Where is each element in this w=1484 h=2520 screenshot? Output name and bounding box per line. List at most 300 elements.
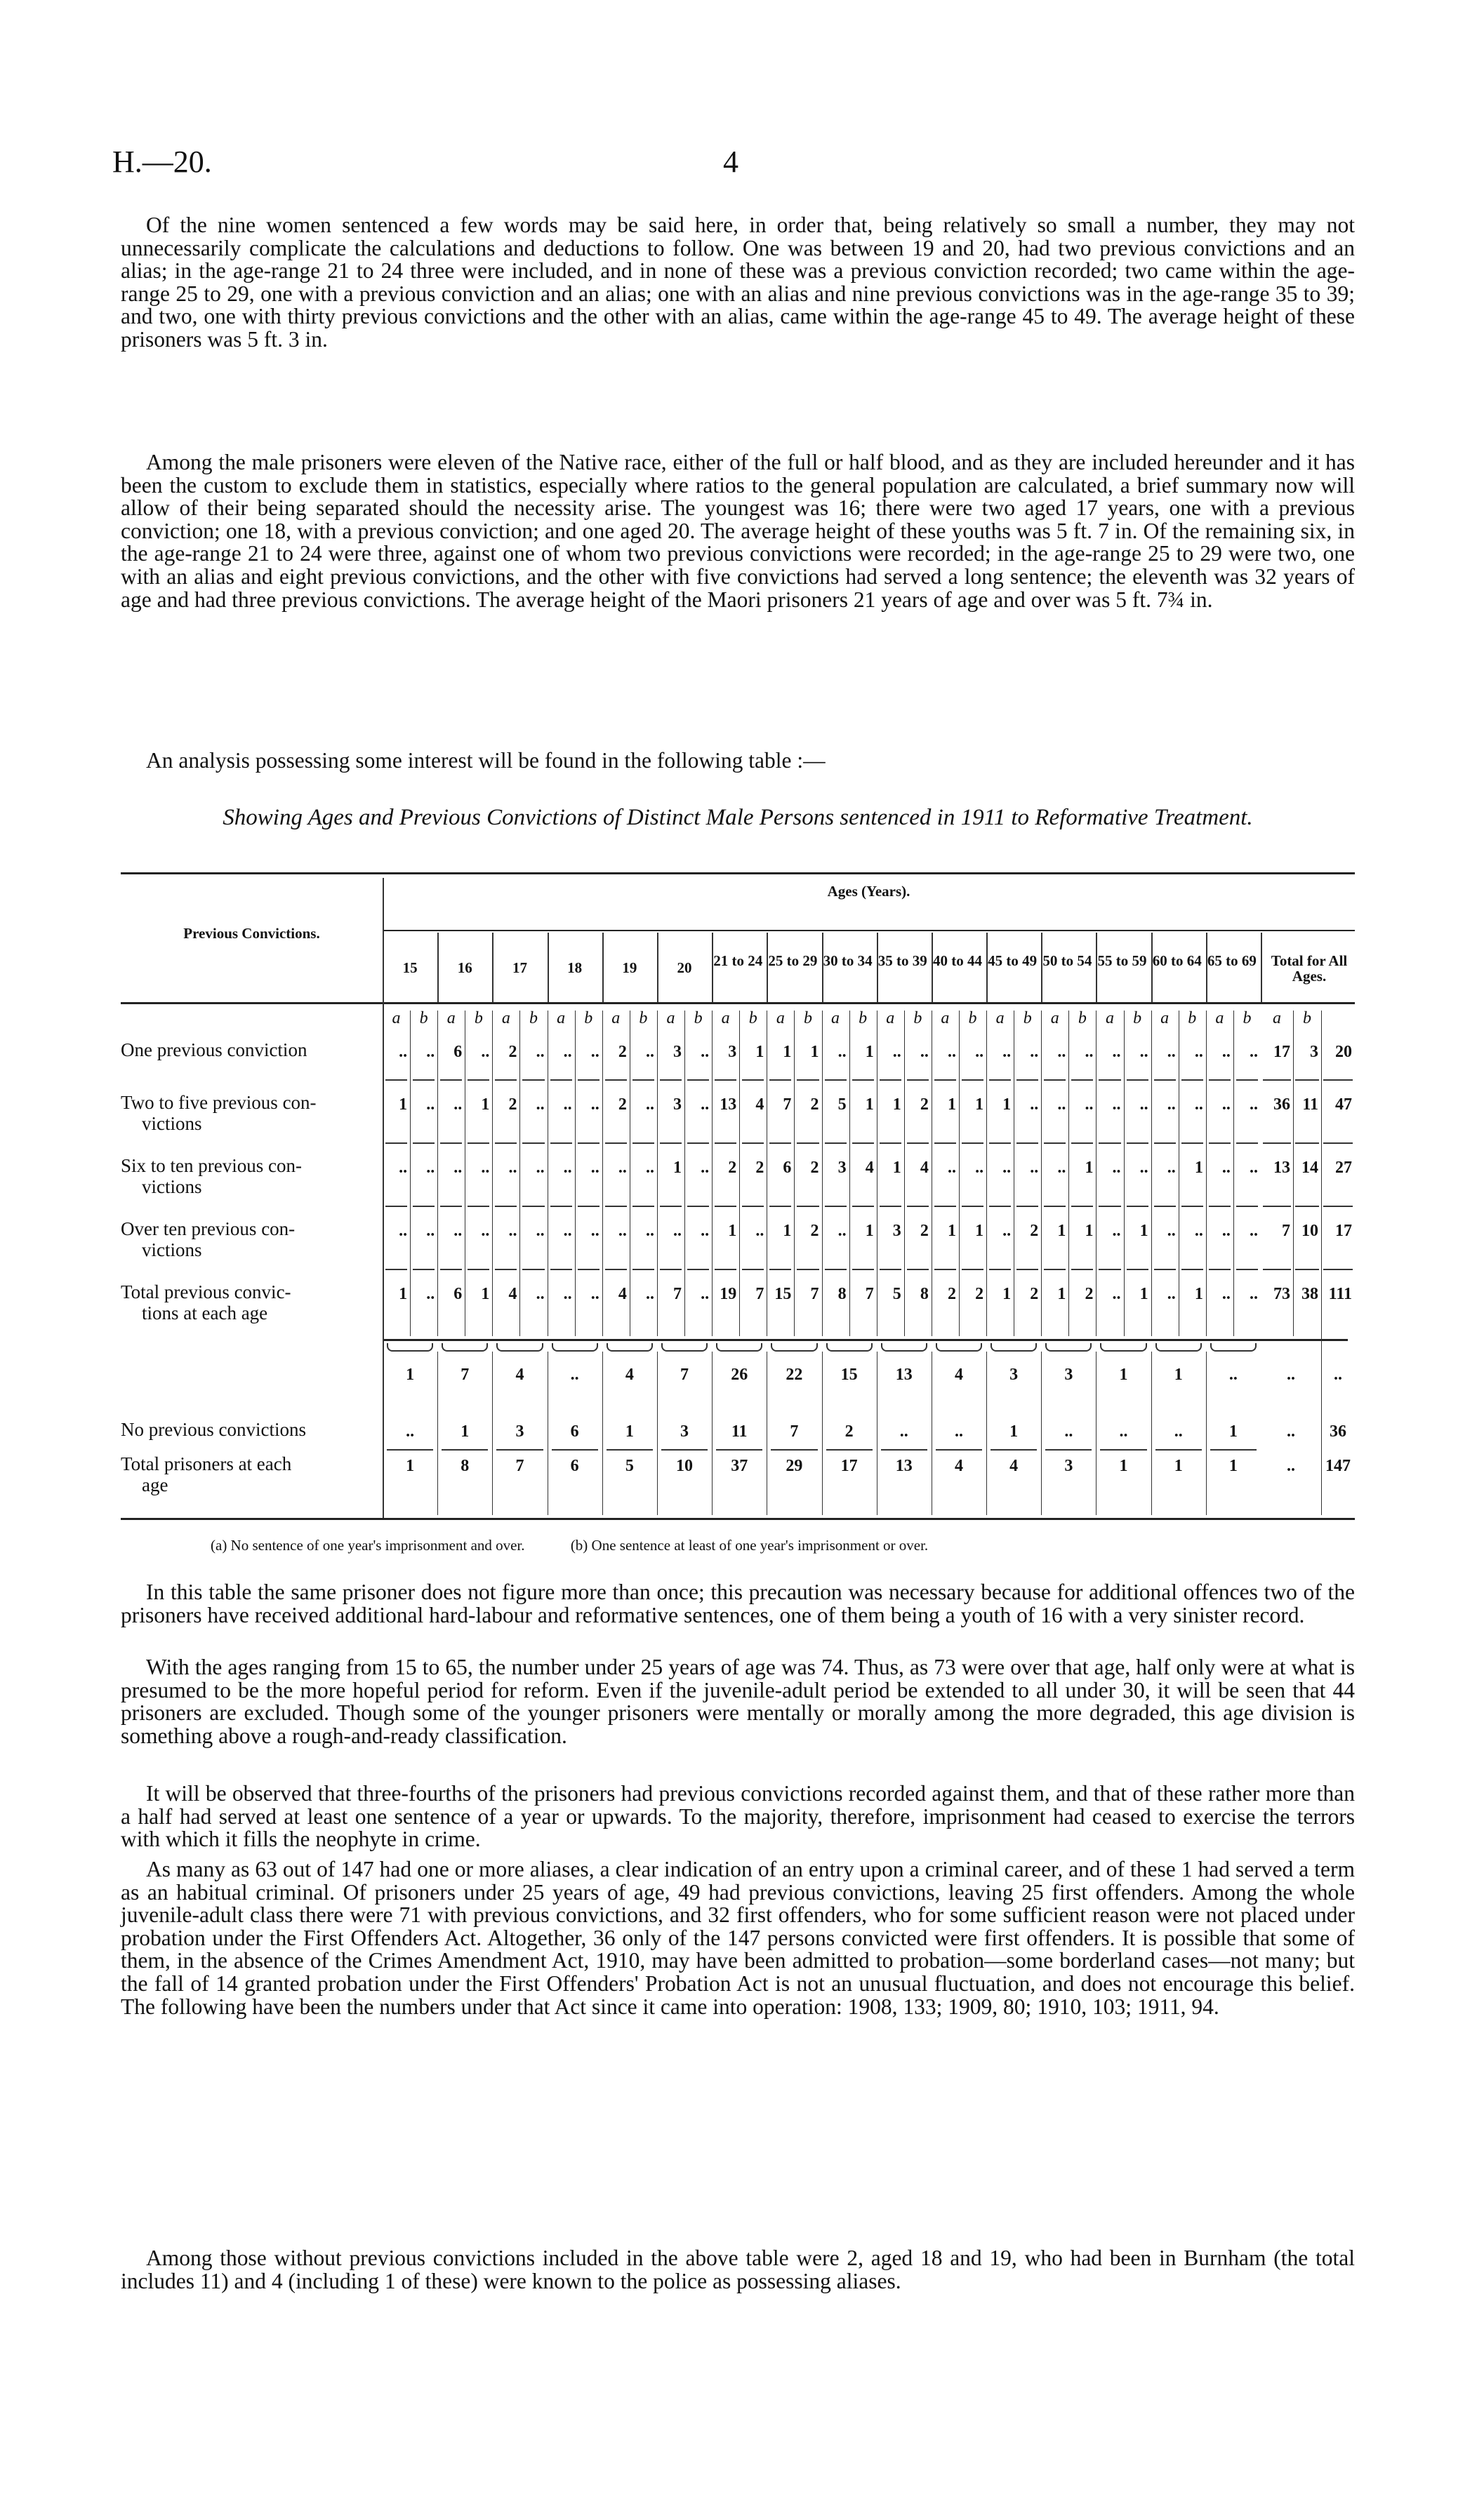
row-separator (550, 1142, 572, 1144)
row-separator (442, 1449, 488, 1451)
row-separator (989, 1269, 1011, 1270)
age-column-divider (1261, 933, 1262, 1002)
paragraph-table-intro: An analysis possessing some interest will be found in the following table :— (146, 748, 826, 773)
total-b-cell: 38 (1301, 1285, 1318, 1303)
table-cell: 1 (481, 1285, 490, 1303)
table-cell: 1 (892, 1159, 901, 1177)
table-cell: 1 (1057, 1285, 1066, 1303)
subheader-a: a (886, 1009, 895, 1027)
table-cell: .. (1194, 1095, 1203, 1114)
row-separator (797, 1269, 819, 1270)
table-cell: 2 (1085, 1285, 1094, 1303)
table-cell: 2 (920, 1095, 929, 1114)
row-separator (825, 1079, 847, 1081)
table-cell: 1 (975, 1222, 984, 1240)
table-cell: .. (1057, 1159, 1066, 1177)
table-footnote (211, 1537, 1355, 1554)
age-group-header: 16 (457, 959, 472, 976)
table-cell: 4 (618, 1285, 627, 1303)
row-separator (907, 1206, 929, 1207)
table-cell: .. (563, 1159, 572, 1177)
table-cell: 1 (1002, 1095, 1012, 1114)
table-cell: .. (453, 1222, 463, 1240)
row-label-continuation: tions at each age (142, 1302, 268, 1324)
table-cell: 2 (1030, 1285, 1039, 1303)
combine-brace (1155, 1343, 1202, 1352)
row-separator (1263, 1269, 1291, 1270)
age-group-header: 45 to 49 (988, 952, 1038, 969)
grand-total-cell: 27 (1335, 1159, 1352, 1177)
table-cell: 4 (920, 1159, 929, 1177)
table-cell: .. (1112, 1043, 1121, 1061)
row-separator (522, 1269, 544, 1270)
total-prisoners-total-ab: .. (1287, 1457, 1295, 1475)
page-number: 4 (723, 145, 738, 179)
total-prisoners-label (121, 1453, 373, 1495)
table-cell: 7 (810, 1285, 819, 1303)
subheader-b: b (803, 1009, 812, 1027)
no-previous-label: No previous convictions (121, 1419, 306, 1440)
combine-brace (991, 1343, 1037, 1352)
row-separator (825, 1206, 847, 1207)
table-cell: 7 (673, 1285, 682, 1303)
row-separator (578, 1206, 599, 1207)
row-separator (715, 1206, 736, 1207)
row-separator (715, 1269, 736, 1270)
document-id: H.—20. (112, 145, 212, 179)
table-cell: .. (837, 1043, 847, 1061)
row-separator (687, 1079, 709, 1081)
table-cell: 2 (1030, 1222, 1039, 1240)
row-separator (495, 1079, 517, 1081)
table-cell: .. (536, 1159, 545, 1177)
row-separator (522, 1142, 544, 1144)
row-separator (907, 1142, 929, 1144)
row-separator (1209, 1269, 1231, 1270)
age-group-header: 17 (512, 959, 527, 976)
table-cell: 7 (783, 1095, 792, 1114)
subheader-b: b (1133, 1009, 1142, 1027)
row-separator (1155, 1449, 1202, 1451)
row-separator (1295, 1142, 1319, 1144)
table-cell: 6 (453, 1043, 463, 1061)
age-column-divider-lower (602, 1352, 603, 1515)
row-separator (771, 1449, 817, 1451)
row-separator (880, 1142, 901, 1144)
no-previous-cell: 1 (625, 1422, 634, 1441)
row-separator (769, 1142, 791, 1144)
subheader-a: a (392, 1009, 401, 1027)
table-cell: 2 (947, 1285, 956, 1303)
combine-brace (496, 1343, 543, 1352)
row-separator (522, 1206, 544, 1207)
row-separator (825, 1142, 847, 1144)
table-cell: 4 (508, 1285, 517, 1303)
no-previous-cell: 6 (570, 1422, 579, 1441)
table-cell: .. (1057, 1043, 1066, 1061)
ages-header-rule (383, 930, 1355, 931)
table-cell: .. (1002, 1159, 1012, 1177)
row-separator (1154, 1142, 1176, 1144)
age-group-header: 19 (622, 959, 637, 976)
table-cell: .. (1194, 1222, 1203, 1240)
age-column-divider-lower (1206, 1352, 1207, 1515)
table-cell: .. (1221, 1159, 1231, 1177)
row-separator (440, 1206, 462, 1207)
total-prisoners-total: 147 (1325, 1457, 1351, 1475)
subheader-a: a (1105, 1009, 1114, 1027)
row-separator (936, 1449, 982, 1451)
combine-brace (716, 1343, 762, 1352)
table-cell: .. (1002, 1222, 1012, 1240)
row-separator (797, 1079, 819, 1081)
table-cell: .. (1139, 1043, 1148, 1061)
subheader-a: a (1050, 1009, 1059, 1027)
table-cell: 1 (673, 1159, 682, 1177)
total-b-cell: 10 (1301, 1222, 1318, 1240)
total-prisoners-cell: 8 (461, 1457, 470, 1475)
table-row-label (121, 1218, 373, 1260)
table-cell: .. (563, 1095, 572, 1114)
age-group-header: 60 to 64 (1152, 952, 1202, 969)
table-cell: 1 (755, 1043, 764, 1061)
table-cell: .. (701, 1159, 710, 1177)
total-subheader-a: a (1273, 1009, 1281, 1027)
row-separator (468, 1269, 489, 1270)
row-separator (495, 1269, 517, 1270)
row-separator (660, 1142, 682, 1144)
total-prisoners-cell: 1 (1119, 1457, 1128, 1475)
table-cell: 1 (947, 1222, 956, 1240)
row-separator (742, 1079, 764, 1081)
row-separator (687, 1142, 709, 1144)
age-column-divider-lower (657, 1352, 658, 1515)
table-cell: 8 (837, 1285, 847, 1303)
row-label-continuation: victions (142, 1176, 202, 1197)
total-a-cell: 17 (1273, 1043, 1290, 1061)
age-group-header: 65 to 69 (1207, 952, 1257, 969)
row-separator (1099, 1269, 1120, 1270)
row-separator (413, 1269, 435, 1270)
table-cell: .. (645, 1285, 654, 1303)
row-separator (716, 1449, 762, 1451)
row-separator (1295, 1269, 1319, 1270)
table-cell: .. (563, 1043, 572, 1061)
combined-total-ab: .. (1287, 1366, 1295, 1384)
table-cell: .. (1085, 1095, 1094, 1114)
row-separator (1099, 1142, 1120, 1144)
table-cell: .. (481, 1159, 490, 1177)
row-separator (1209, 1206, 1231, 1207)
table-cell: 2 (810, 1159, 819, 1177)
row-separator (989, 1206, 1011, 1207)
row-separator (852, 1079, 874, 1081)
table-cell: 2 (508, 1043, 517, 1061)
row-separator (715, 1079, 736, 1081)
row-label-text: Six to ten previous con- (121, 1155, 302, 1176)
row-separator (660, 1269, 682, 1270)
row-separator (385, 1142, 407, 1144)
table-cell: 1 (1139, 1222, 1148, 1240)
row-separator (962, 1142, 983, 1144)
table-title: Showing Ages and Previous Convictions of Distinct Male Persons sentenced in 1911 to Reformative Treatment. (223, 805, 1253, 830)
row-separator (1127, 1142, 1148, 1144)
table-cell: 1 (783, 1043, 792, 1061)
table-cell: 2 (920, 1222, 929, 1240)
table-top-rule (121, 872, 1355, 874)
paragraph-women: Of the nine women sentenced a few words may be said here, in order that, being relatively so small a number, they may not unnecessarily complicate the calculations and deductions to follow. One was between 19 and 20, had two previous convictions and an alias; in the age-range 21 to 24 three were included, and in none of these was a previous conviction recorded; two came within the age-range 25 to 29, one with a previous conviction and an alias; one with an alias and nine previous convictions was in the age-range 35 to 39; and two, one with thirty previous convictions and the other with an alias, came within the age-range 45 to 49. The average height of these prisoners was 5 ft. 3 in. (121, 213, 1355, 352)
row-label-text: Over ten previous con- (121, 1218, 296, 1239)
row-separator (1154, 1269, 1176, 1270)
total-prisoners-cell: 17 (840, 1457, 858, 1475)
table-cell: 3 (837, 1159, 847, 1177)
row-separator (1016, 1206, 1038, 1207)
row-separator (769, 1079, 791, 1081)
row-separator (962, 1079, 983, 1081)
table-cell: .. (1194, 1043, 1203, 1061)
row-separator (1099, 1079, 1120, 1081)
table-cell: .. (399, 1043, 408, 1061)
row-separator (522, 1079, 544, 1081)
grand-total-cell: 20 (1335, 1043, 1352, 1061)
table-cell: .. (1167, 1043, 1176, 1061)
age-column-divider-lower (1041, 1352, 1042, 1515)
combine-brace (552, 1343, 598, 1352)
table-cell: .. (590, 1095, 599, 1114)
row-separator (578, 1269, 599, 1270)
table-cell: .. (563, 1285, 572, 1303)
ages-header: Ages (Years). (827, 883, 910, 900)
table-cell: 7 (755, 1285, 764, 1303)
table-cell: 3 (673, 1095, 682, 1114)
table-cell: .. (536, 1222, 545, 1240)
table-cell: .. (399, 1159, 408, 1177)
row-label-text: Total previous convic- (121, 1281, 291, 1302)
table-cell: .. (590, 1043, 599, 1061)
row-separator (1045, 1449, 1092, 1451)
row-separator (1181, 1079, 1203, 1081)
subheader-a: a (501, 1009, 510, 1027)
age-column-divider-lower (1096, 1352, 1097, 1515)
row-separator (1210, 1449, 1257, 1451)
table-row-label (121, 1039, 373, 1060)
table-cell: .. (1030, 1095, 1039, 1114)
table-cell: .. (1139, 1095, 1148, 1114)
table-cell: .. (1250, 1095, 1258, 1114)
row-separator (632, 1142, 654, 1144)
table-cell: 5 (892, 1285, 901, 1303)
no-previous-cell: 1 (1228, 1422, 1238, 1441)
combined-cell: 1 (1174, 1366, 1183, 1384)
table-cell: .. (1057, 1095, 1066, 1114)
row-separator (1209, 1079, 1231, 1081)
table-cell: .. (536, 1095, 545, 1114)
table-cell: .. (481, 1043, 490, 1061)
row-separator (1016, 1079, 1038, 1081)
row-separator (797, 1206, 819, 1207)
age-group-header: 55 to 59 (1097, 952, 1147, 969)
age-group-header: 50 to 54 (1042, 952, 1092, 969)
table-cell: 1 (865, 1222, 874, 1240)
grand-total-cell: 111 (1328, 1285, 1352, 1303)
age-column-divider-lower (712, 1352, 713, 1515)
table-cell: .. (1002, 1043, 1012, 1061)
row-separator (495, 1142, 517, 1144)
table-cell: 19 (720, 1285, 737, 1303)
row-separator (385, 1079, 407, 1081)
combined-cell: 3 (1009, 1366, 1019, 1384)
row-separator (1181, 1142, 1203, 1144)
table-cell: .. (399, 1222, 408, 1240)
row-separator (413, 1142, 435, 1144)
row-separator (1236, 1142, 1258, 1144)
table-cell: .. (1221, 1222, 1231, 1240)
table-bottom-rule (121, 1518, 1355, 1520)
row-separator (385, 1269, 407, 1270)
row-separator (1044, 1206, 1066, 1207)
table-cell: 4 (865, 1159, 874, 1177)
total-prisoners-cell: 1 (406, 1457, 415, 1475)
row-separator (1263, 1079, 1291, 1081)
table-cell: 2 (810, 1095, 819, 1114)
table-cell: 1 (1002, 1285, 1012, 1303)
no-previous-total: 36 (1330, 1422, 1346, 1441)
combine-brace (1100, 1343, 1146, 1352)
total-prisoners-cell: 4 (954, 1457, 963, 1475)
table-cell: .. (1139, 1159, 1148, 1177)
no-previous-cell: 3 (680, 1422, 689, 1441)
row-separator (632, 1269, 654, 1270)
table-cell: .. (453, 1159, 463, 1177)
row-label-continuation: victions (142, 1113, 202, 1134)
subheader-a: a (446, 1009, 456, 1027)
row-separator (1071, 1269, 1093, 1270)
age-group-header: 21 to 24 (713, 952, 763, 969)
row-separator (385, 1206, 407, 1207)
table-cell: .. (1250, 1159, 1258, 1177)
subheader-b: b (748, 1009, 757, 1027)
table-cell: 2 (618, 1095, 627, 1114)
total-a-cell: 13 (1273, 1159, 1290, 1177)
row-separator (1236, 1079, 1258, 1081)
row-separator (632, 1206, 654, 1207)
table-cell: .. (673, 1222, 682, 1240)
row-label-text: Total prisoners at each (121, 1453, 292, 1474)
table-cell: .. (1112, 1095, 1121, 1114)
row-separator (989, 1142, 1011, 1144)
table-cell: 5 (837, 1095, 847, 1114)
row-separator (660, 1206, 682, 1207)
no-previous-cell: 1 (1009, 1422, 1019, 1441)
table-cell: 1 (947, 1095, 956, 1114)
table-cell: 1 (865, 1043, 874, 1061)
total-a-cell: 7 (1282, 1222, 1290, 1240)
table-cell: .. (618, 1159, 627, 1177)
row-separator (550, 1206, 572, 1207)
row-separator (632, 1079, 654, 1081)
table-cell: 3 (673, 1043, 682, 1061)
table-cell: .. (947, 1159, 956, 1177)
combined-cell: .. (1228, 1366, 1238, 1384)
total-prisoners-cell: 1 (1228, 1457, 1238, 1475)
table-cell: .. (1030, 1159, 1039, 1177)
total-a-cell: 36 (1273, 1095, 1290, 1114)
table-cell: .. (1112, 1285, 1121, 1303)
row-separator (440, 1142, 462, 1144)
table-cell: .. (1221, 1043, 1231, 1061)
age-group-header: 15 (402, 959, 418, 976)
table-cell: 13 (720, 1095, 737, 1114)
row-separator (687, 1206, 709, 1207)
row-label-continuation: victions (142, 1239, 202, 1260)
no-previous-cell: .. (899, 1422, 908, 1441)
row-separator (825, 1269, 847, 1270)
subheader-b: b (584, 1009, 593, 1027)
no-previous-cell: 7 (790, 1422, 799, 1441)
grand-total-cell: 17 (1335, 1222, 1352, 1240)
row-separator (1100, 1449, 1146, 1451)
no-previous-cell: .. (1174, 1422, 1183, 1441)
table-cell: .. (947, 1043, 956, 1061)
no-previous-cell: .. (1119, 1422, 1128, 1441)
table-cell: .. (1250, 1043, 1258, 1061)
row-separator (1181, 1206, 1203, 1207)
age-group-header: 30 to 34 (823, 952, 873, 969)
row-separator (413, 1206, 435, 1207)
table-cell: .. (426, 1159, 435, 1177)
subheader-a: a (1160, 1009, 1170, 1027)
combined-cell: 4 (954, 1366, 963, 1384)
table-cell: 2 (618, 1043, 627, 1061)
table-cell: .. (645, 1159, 654, 1177)
combined-total: .. (1334, 1366, 1342, 1384)
row-separator (440, 1269, 462, 1270)
subheader-b: b (419, 1009, 428, 1027)
table-cell: 7 (865, 1285, 874, 1303)
row-separator (769, 1269, 791, 1270)
table-cell: .. (701, 1222, 710, 1240)
previous-convictions-header: Previous Convictions. (183, 925, 320, 942)
table-cell: .. (590, 1285, 599, 1303)
table-cell: 6 (453, 1285, 463, 1303)
table-cell: 1 (1194, 1159, 1203, 1177)
table-cell: .. (1221, 1095, 1231, 1114)
row-separator (1236, 1269, 1258, 1270)
row-separator (934, 1206, 956, 1207)
row-separator (387, 1449, 433, 1451)
total-prisoners-cell: 37 (731, 1457, 748, 1475)
subheader-b: b (968, 1009, 977, 1027)
row-separator (1071, 1206, 1093, 1207)
table-cell: .. (1112, 1159, 1121, 1177)
paragraph-aliases: As many as 63 out of 147 had one or more aliases, a clear indication of an entry upon a criminal career, and of these 1 had served a term as an habitual criminal. Of prisoners under 25 years of age, 49 had previous convictions, leaving 25 first offenders. Among the whole juvenile-adult class there were 71 with previous convictions, and 32 first offenders, who for some sufficient reason were not placed under probation under the First Offenders Act. Altogether, 36 only of the 147 persons convicted were first offenders. It is possible that some of them, in the absence of the Crimes Amendment Act, 1910, may have been admitted to probation—some borderland cases—not many; but the fall of 14 granted probation under the First Offenders' Probation Act is not an unusual fluctuation, and does not encourage this belief. The following have been the numbers under that Act since it came into operation: 1908, 133; 1909, 80; 1910, 103; 1911, 94. (121, 1857, 1355, 2019)
combine-brace (1210, 1343, 1257, 1352)
row-separator (1016, 1269, 1038, 1270)
table-cell: .. (645, 1095, 654, 1114)
age-column-divider-lower (437, 1352, 438, 1515)
table-row-label (121, 1155, 373, 1197)
table-cell: 1 (1139, 1285, 1148, 1303)
combined-cell: 7 (680, 1366, 689, 1384)
subheader-b: b (1078, 1009, 1087, 1027)
paragraph-native-race: Among the male prisoners were eleven of the Native race, either of the full or half blood, and as they are included hereunder and it has been the custom to exclude them in statistics, especially where ratios to the general population are calculated, a brief summary now will allow of their being separated should the necessity arise. The youngest was 16; there were two aged 17 years, one with a previous conviction; one 18, with a previous conviction; and one aged 20. The average height of these youths was 5 ft. 7 in. Of the remaining six, in the age-range 21 to 24 were three, against one of whom two previous convictions were recorded; in the age-range 25 to 29 were two, one with an alias and eight previous convictions, and the other with five convictions had served a long sentence; the eleventh was 32 years of age and had three previous convictions. The average height of the Maori prisoners 21 years of age and over was 5 ft. 7¾ in. (121, 450, 1355, 612)
table-cell: .. (1112, 1222, 1121, 1240)
table-cell: .. (645, 1222, 654, 1240)
table-cell: .. (645, 1043, 654, 1061)
subheader-a: a (611, 1009, 621, 1027)
table-cell: 4 (755, 1095, 764, 1114)
subheader-a: a (941, 1009, 950, 1027)
